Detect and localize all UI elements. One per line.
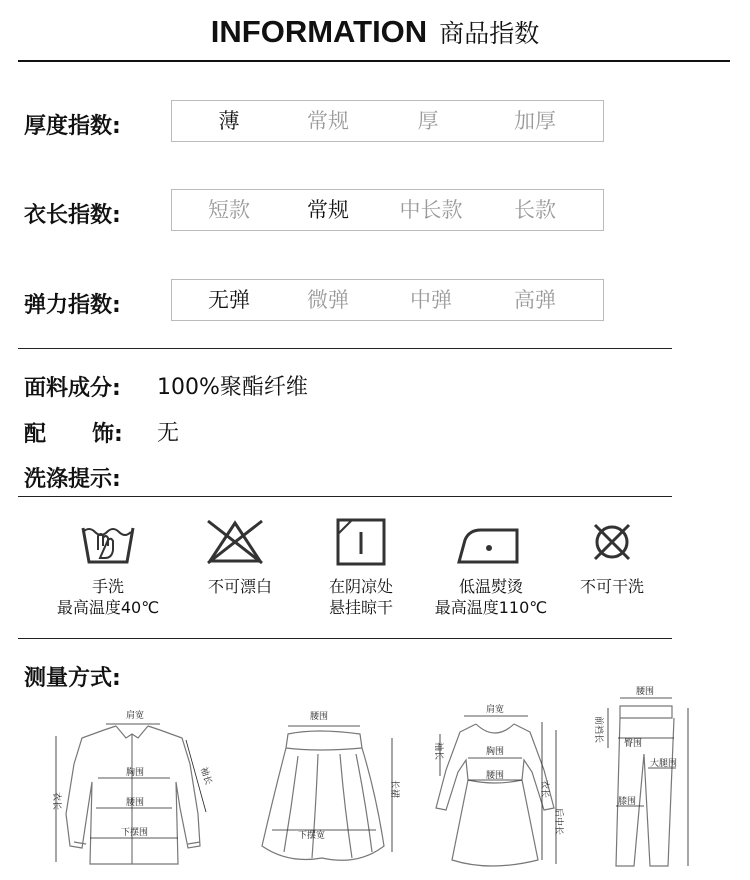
section-divider	[18, 638, 672, 639]
page-header	[0, 14, 750, 50]
shirt-sleeve-label: 袖长	[197, 766, 213, 787]
header-divider	[18, 60, 730, 62]
care-text: 在阴凉处 悬挂晾干	[328, 577, 394, 617]
pants-knee-label: 膝围	[618, 797, 637, 807]
length-options	[171, 189, 604, 231]
thickness-option: 常规	[307, 109, 349, 133]
skirt-length-label: 长裙	[389, 780, 399, 799]
elasticity-option: 高弹	[514, 288, 556, 312]
dress-back-length-label: 后中长	[553, 808, 563, 836]
shirt-shoulder-label: 肩宽	[126, 711, 145, 721]
fabric-label: 面料成分:	[24, 376, 121, 401]
dress-length-label: 衣长	[539, 780, 549, 799]
skirt-waist-label: 腰围	[310, 712, 329, 722]
measure-label: 测量方式:	[24, 666, 121, 691]
care-text: 不可干洗	[579, 577, 645, 596]
length-option: 常规	[307, 198, 349, 222]
length-option: 长款	[514, 198, 556, 222]
skirt-diagram	[258, 704, 408, 874]
dress-shoulder-label: 肩宽	[486, 705, 505, 715]
elasticity-option: 无弹	[208, 288, 250, 312]
care-text: 低温熨烫 最高温度110℃	[434, 577, 548, 617]
elasticity-option: 微弹	[307, 288, 349, 312]
dress-diagram	[430, 700, 570, 874]
shirt-waist-label: 腰围	[126, 798, 145, 808]
low-iron-icon	[455, 520, 521, 566]
pants-front-rise-label: 前裆长	[593, 716, 603, 744]
section-divider	[18, 348, 672, 349]
elasticity-option: 中弹	[410, 288, 452, 312]
thickness-option: 薄	[218, 109, 240, 133]
shirt-hem-label: 下摆围	[121, 828, 149, 838]
shirt-chest-label: 胸围	[126, 768, 145, 778]
dress-chest-label: 胸围	[486, 747, 505, 757]
hand-wash-icon	[80, 520, 136, 566]
accessory-label: 配 饰:	[24, 422, 123, 447]
section-divider	[18, 496, 672, 497]
fabric-value: 100%聚酯纤维	[157, 375, 308, 400]
length-option: 短款	[208, 198, 250, 222]
no-bleach-icon	[204, 517, 266, 567]
drip-dry-shade-icon	[336, 518, 386, 566]
elasticity-options	[171, 279, 604, 321]
length-option: 中长款	[399, 198, 463, 222]
care-text: 手洗 最高温度40℃	[56, 577, 160, 617]
no-dry-clean-icon	[591, 521, 633, 563]
pants-thigh-label: 大腿围	[650, 759, 678, 769]
elasticity-label: 弹力指数:	[24, 293, 121, 318]
pants-hip-label: 臀围	[624, 739, 643, 749]
thickness-options	[171, 100, 604, 142]
title-zh: 商品指数	[439, 19, 540, 48]
thickness-label: 厚度指数:	[24, 114, 121, 139]
title-en: INFORMATION	[210, 14, 428, 49]
shirt-length-label: 衣长	[51, 792, 61, 811]
dress-sleeve-label: 袖长	[433, 742, 443, 761]
length-label: 衣长指数:	[24, 203, 121, 228]
pants-waist-label: 腰围	[636, 687, 655, 697]
washing-label: 洗涤提示:	[24, 467, 121, 492]
thickness-option: 加厚	[514, 109, 556, 133]
shirt-diagram	[48, 704, 220, 874]
skirt-hem-label: 下摆宽	[298, 831, 326, 841]
accessory-value: 无	[157, 421, 180, 446]
dress-waist-label: 腰围	[486, 771, 505, 781]
pants-diagram	[588, 684, 700, 874]
care-text: 不可漂白	[207, 577, 273, 596]
thickness-option: 厚	[417, 109, 439, 133]
